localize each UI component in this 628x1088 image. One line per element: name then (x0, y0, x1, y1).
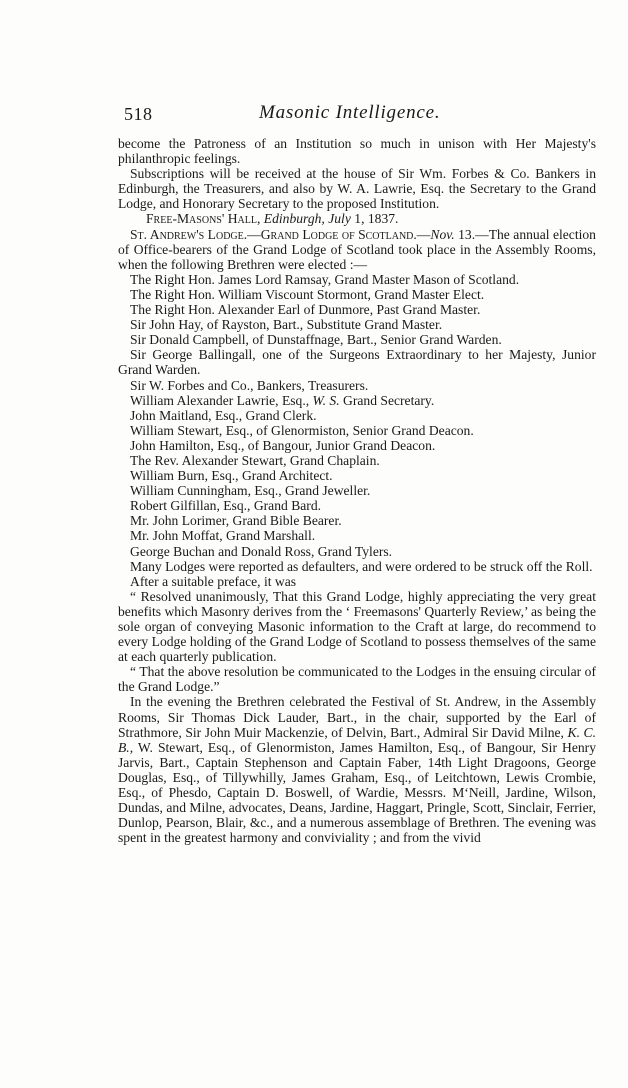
honour-abbrev: K. C. B., (118, 724, 596, 755)
paragraph-text: W. Stewart, Esq., of Glenormiston, James Hamilton, Esq., of Bangour, Sir Henry Jarvis, Bart., Captain Stephenson and Captain Faber, 14th Light Dragoons, George Douglas, Esq., of Tillywhilly, James Graham, Esq., of Leitchtown, Lewis Crombie, Esq., of Phesdo, Captain D. Boswell, of Wardie, Messrs. M‘Neill, Jardine, Wilson, Dundas, and Milne, advocates, Deans, Jardine, Haggart, Pringle, Scott, Sinclair, Ferrier, Dunlop, Pearson, Blair, &c., and a numerous assemblage of Brethren. The evening was spent in the greatest harmony and conviviality ; and from the vivid (118, 739, 596, 846)
dateline-place: Free-Masons' Hall, (146, 211, 261, 227)
officer-entry: Robert Gilfillan, Esq., Grand Bard. (130, 498, 322, 514)
resolution-quote: “ That the above resolution be communicated to the Lodges in the ensuing circular of the Grand Lodge.” (118, 664, 596, 695)
officer-entry: John Hamilton, Esq., of Bangour, Junior Grand Deacon. (130, 437, 436, 453)
officer-entry: William Stewart, Esq., of Glenormiston, Senior Grand Deacon. (130, 422, 474, 438)
officer-entry: William Burn, Esq., Grand Architect. (130, 468, 333, 484)
page-header (124, 100, 596, 130)
dateline (118, 211, 596, 226)
section-heading: St. Andrew's Lodge.—Grand Lodge of Scotland.— (130, 226, 431, 242)
officer-name: William Alexander Lawrie, Esq., (130, 392, 310, 408)
officer-entry: Sir George Ballingall, one of the Surgeons Extraordinary to her Majesty, Junior Grand Warden. (118, 347, 596, 378)
resolution-quote: “ Resolved unanimously, That this Grand Lodge, highly appreciating the very great benefits which Masonry derives from the ‘ Freemasons' Quarterly Review,’ as being the sole organ of conveying Masonic information to the Craft at large, do recommend to every Lodge holding of the Grand Lodge of Scotland to possess themselves of the same at each quarterly publication. (118, 588, 596, 665)
month-abbrev: Nov. (430, 226, 455, 242)
paragraph: Many Lodges were reported as defaulters, and were ordered to be struck off the Roll. (130, 558, 593, 574)
dateline-day-year: 1, 1837. (354, 211, 399, 227)
officer-entry: The Right Hon. William Viscount Stormont, Grand Master Elect. (130, 286, 485, 302)
paragraph-text: 13.—The annual election of Office-bearers of the Grand Lodge of Scotland took place in the Assembly Rooms, when the following Brethren were elected :— (118, 226, 596, 272)
page-number: 518 (124, 104, 153, 124)
paragraph (118, 227, 596, 272)
paragraph: become the Patroness of an Institution so much in unison with Her Majesty's philanthropic feelings. (118, 136, 596, 167)
paragraph-text: In the evening the Brethren celebrated the Festival of St. Andrew, in the Assembly Rooms, Sir Thomas Dick Lauder, Bart., in the chair, supported by the Earl of Strathmore, Sir John Muir Mackenzie, of Delvin, Bart., Admiral Sir David Milne, (118, 694, 596, 740)
officer-entry: The Right Hon. Alexander Earl of Dunmore, Past Grand Master. (130, 302, 481, 318)
paragraph: After a suitable preface, it was (130, 573, 297, 589)
officer-entry: John Maitland, Esq., Grand Clerk. (130, 407, 317, 423)
officer-entry: Mr. John Lorimer, Grand Bible Bearer. (130, 513, 342, 529)
officer-entry: The Right Hon. James Lord Ramsay, Grand Master Mason of Scotland. (130, 271, 520, 287)
officer-title-abbrev: W. S. (312, 392, 340, 408)
officer-entry: The Rev. Alexander Stewart, Grand Chaplain. (130, 452, 380, 468)
paragraph (118, 694, 596, 845)
officer-entry: George Buchan and Donald Ross, Grand Tylers. (130, 543, 393, 559)
officer-entry: Sir John Hay, of Rayston, Bart., Substitute Grand Master. (130, 317, 443, 333)
officer-entry: Sir Donald Campbell, of Dunstaffnage, Bart., Senior Grand Warden. (130, 332, 502, 348)
officer-entry (118, 393, 596, 408)
officer-entry: Mr. John Moffat, Grand Marshall. (130, 528, 316, 544)
officer-entry: William Cunningham, Esq., Grand Jeweller. (130, 483, 371, 499)
running-head: Masonic Intelligence. (259, 102, 441, 123)
dateline-city-month: Edinburgh, July (263, 211, 351, 227)
body-text (118, 136, 596, 845)
paragraph: Subscriptions will be received at the house of Sir Wm. Forbes & Co. Bankers in Edinburgh, the Treasurers, and also by W. A. Lawrie, Esq. the Secretary to the Grand Lodge, and Honorary Secretary to the proposed Institution. (118, 166, 596, 212)
officer-role: Grand Secretary. (343, 392, 435, 408)
officer-entry: Sir W. Forbes and Co., Bankers, Treasurers. (130, 377, 369, 393)
